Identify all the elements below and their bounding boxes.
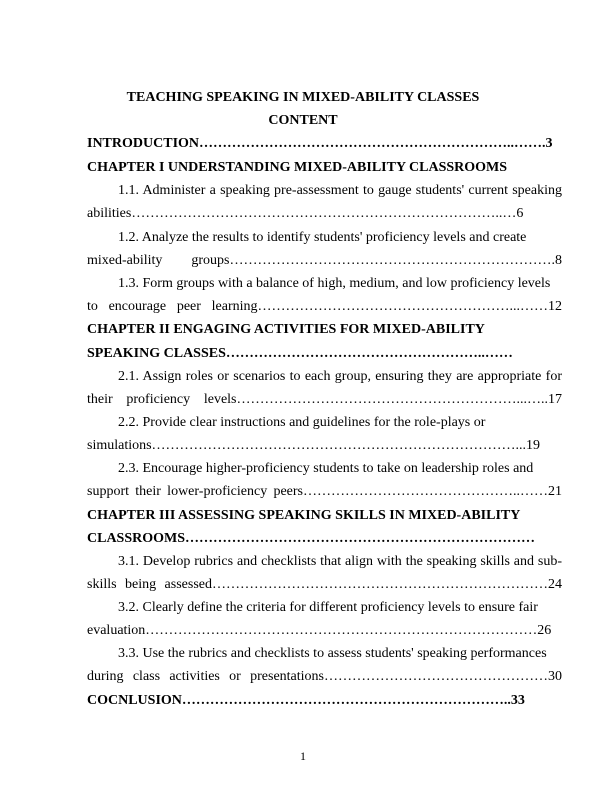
toc-item-2-3[interactable]: 2.3. Encourage higher-proficiency students to take on leadership roles and — [118, 461, 534, 476]
toc-item-1-2[interactable]: 1.2. Analyze the results to identify students' proficiency levels and create — [118, 230, 527, 245]
content-heading: CONTENT — [268, 113, 338, 128]
toc-item-1-3[interactable]: 1.3. Form groups with a balance of high, medium, and low proficiency levels — [118, 276, 551, 291]
toc-item-3-2-cont[interactable]: evaluation…………………………………………………………………………26 — [87, 623, 552, 638]
toc-item-3-3[interactable]: 3.3. Use the rubrics and checklists to assess students' speaking performances — [118, 646, 547, 661]
toc-conclusion[interactable]: COCNLUSION……………………………………………………………..33 — [87, 693, 525, 708]
toc-chapter-1-heading[interactable]: CHAPTER I UNDERSTANDING MIXED-ABILITY CLASSROOMS — [87, 160, 508, 175]
toc-item-2-1[interactable]: 2.1. Assign roles or scenarios to each group, ensuring they are appropriate for — [118, 369, 562, 384]
toc-item-3-1[interactable]: 3.1. Develop rubrics and checklists that align with the speaking skills and sub- — [118, 554, 562, 569]
toc-item-2-2-cont[interactable]: simulations……………………………………………………………………...19 — [87, 438, 541, 453]
toc-chapter-2-heading[interactable]: CHAPTER II ENGAGING ACTIVITIES FOR MIXED-ABILITY — [87, 322, 485, 337]
toc-item-3-1-cont[interactable]: skills being assessed………………………………………………………………24 — [87, 577, 562, 592]
toc-item-3-2[interactable]: 3.2. Clearly define the criteria for different proficiency levels to ensure fair — [118, 600, 538, 615]
toc-item-1-2-cont[interactable]: mixed-ability groups…………………………………………………………….8 — [87, 253, 562, 268]
toc-chapter-3-heading-cont[interactable]: CLASSROOMS………………………………………………………………… — [87, 531, 536, 546]
toc-chapter-2-heading-cont[interactable]: SPEAKING CLASSES………………………………………………..…… — [87, 346, 513, 361]
document-title: TEACHING SPEAKING IN MIXED-ABILITY CLASSES — [126, 90, 480, 105]
toc-item-1-1[interactable]: 1.1. Administer a speaking pre-assessment to gauge students' current speaking — [118, 183, 562, 198]
toc-introduction[interactable]: INTRODUCTION…………………………………………………………..…….3 — [87, 136, 553, 151]
toc-item-1-1-cont[interactable]: abilities……………………………………………………………………..…6 — [87, 206, 524, 221]
toc-item-2-1-cont[interactable]: their proficiency levels……………………………………………………...…..17 — [87, 392, 562, 407]
toc-item-2-2[interactable]: 2.2. Provide clear instructions and guidelines for the role-plays or — [118, 415, 486, 430]
toc-item-2-3-cont[interactable]: support their lower-proficiency peers………………………………………..……21 — [87, 484, 562, 499]
toc-item-1-3-cont[interactable]: to encourage peer learning………………………………………………...……12 — [87, 299, 562, 314]
toc-item-3-3-cont[interactable]: during class activities or presentations…………………………………………30 — [87, 669, 562, 684]
page-number: 1 — [300, 749, 306, 763]
toc-chapter-3-heading[interactable]: CHAPTER III ASSESSING SPEAKING SKILLS IN MIXED-ABILITY — [87, 508, 521, 523]
